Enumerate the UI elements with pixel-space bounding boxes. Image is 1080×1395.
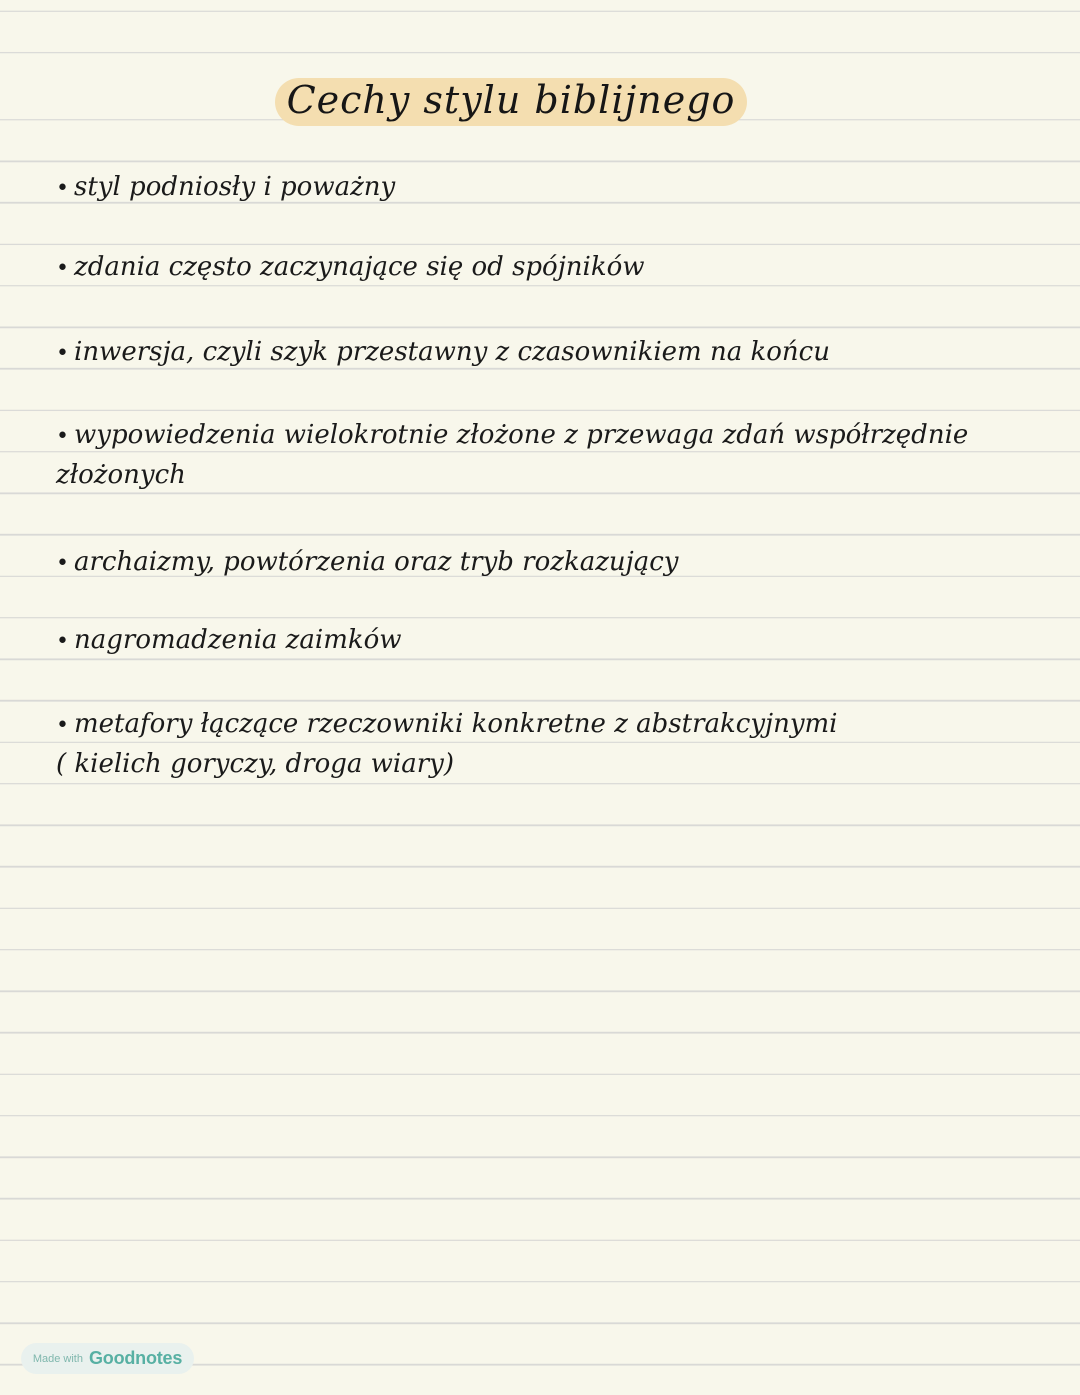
list-item-text: styl podniosły i poważny xyxy=(74,172,396,202)
list-item-text-continuation: złożonych xyxy=(56,460,186,490)
list-item xyxy=(56,333,830,373)
bullet-icon: • xyxy=(56,176,69,201)
bullet-icon: • xyxy=(56,424,69,449)
bullet-icon: • xyxy=(56,629,69,654)
list-item-text-continuation: ( kielich goryczy, droga wiary) xyxy=(56,749,454,779)
list-item-text: zdania często zaczynające się od spójników xyxy=(74,252,645,282)
made-with-goodnotes-badge[interactable] xyxy=(21,1343,194,1374)
list-item xyxy=(56,248,645,288)
bullet-icon: • xyxy=(56,256,69,281)
bullet-icon: • xyxy=(56,551,69,576)
list-item xyxy=(56,416,968,495)
list-item xyxy=(56,168,395,208)
list-item xyxy=(56,621,402,661)
list-item-text: metafory łączące rzeczowniki konkretne z abstrakcyjnymi xyxy=(74,709,838,739)
list-item xyxy=(56,543,678,583)
bullet-icon: • xyxy=(56,713,69,738)
bullet-icon: • xyxy=(56,341,69,366)
list-item-text: nagromadzenia zaimków xyxy=(74,625,402,655)
list-item-text: archaizmy, powtórzenia oraz tryb rozkazujący xyxy=(74,547,679,577)
list-item-text: inwersja, czyli szyk przestawny z czasownikiem na końcu xyxy=(74,337,830,367)
page-title: Cechy stylu biblijnego xyxy=(286,78,736,122)
badge-made-with-label: Made with xyxy=(32,1352,83,1365)
goodnotes-logo: Goodnotes xyxy=(88,1348,183,1368)
title-highlight xyxy=(275,78,747,126)
list-item-text: wypowiedzenia wielokrotnie złożone z przewaga zdań współrzędnie xyxy=(74,420,969,450)
list-item xyxy=(56,705,838,784)
